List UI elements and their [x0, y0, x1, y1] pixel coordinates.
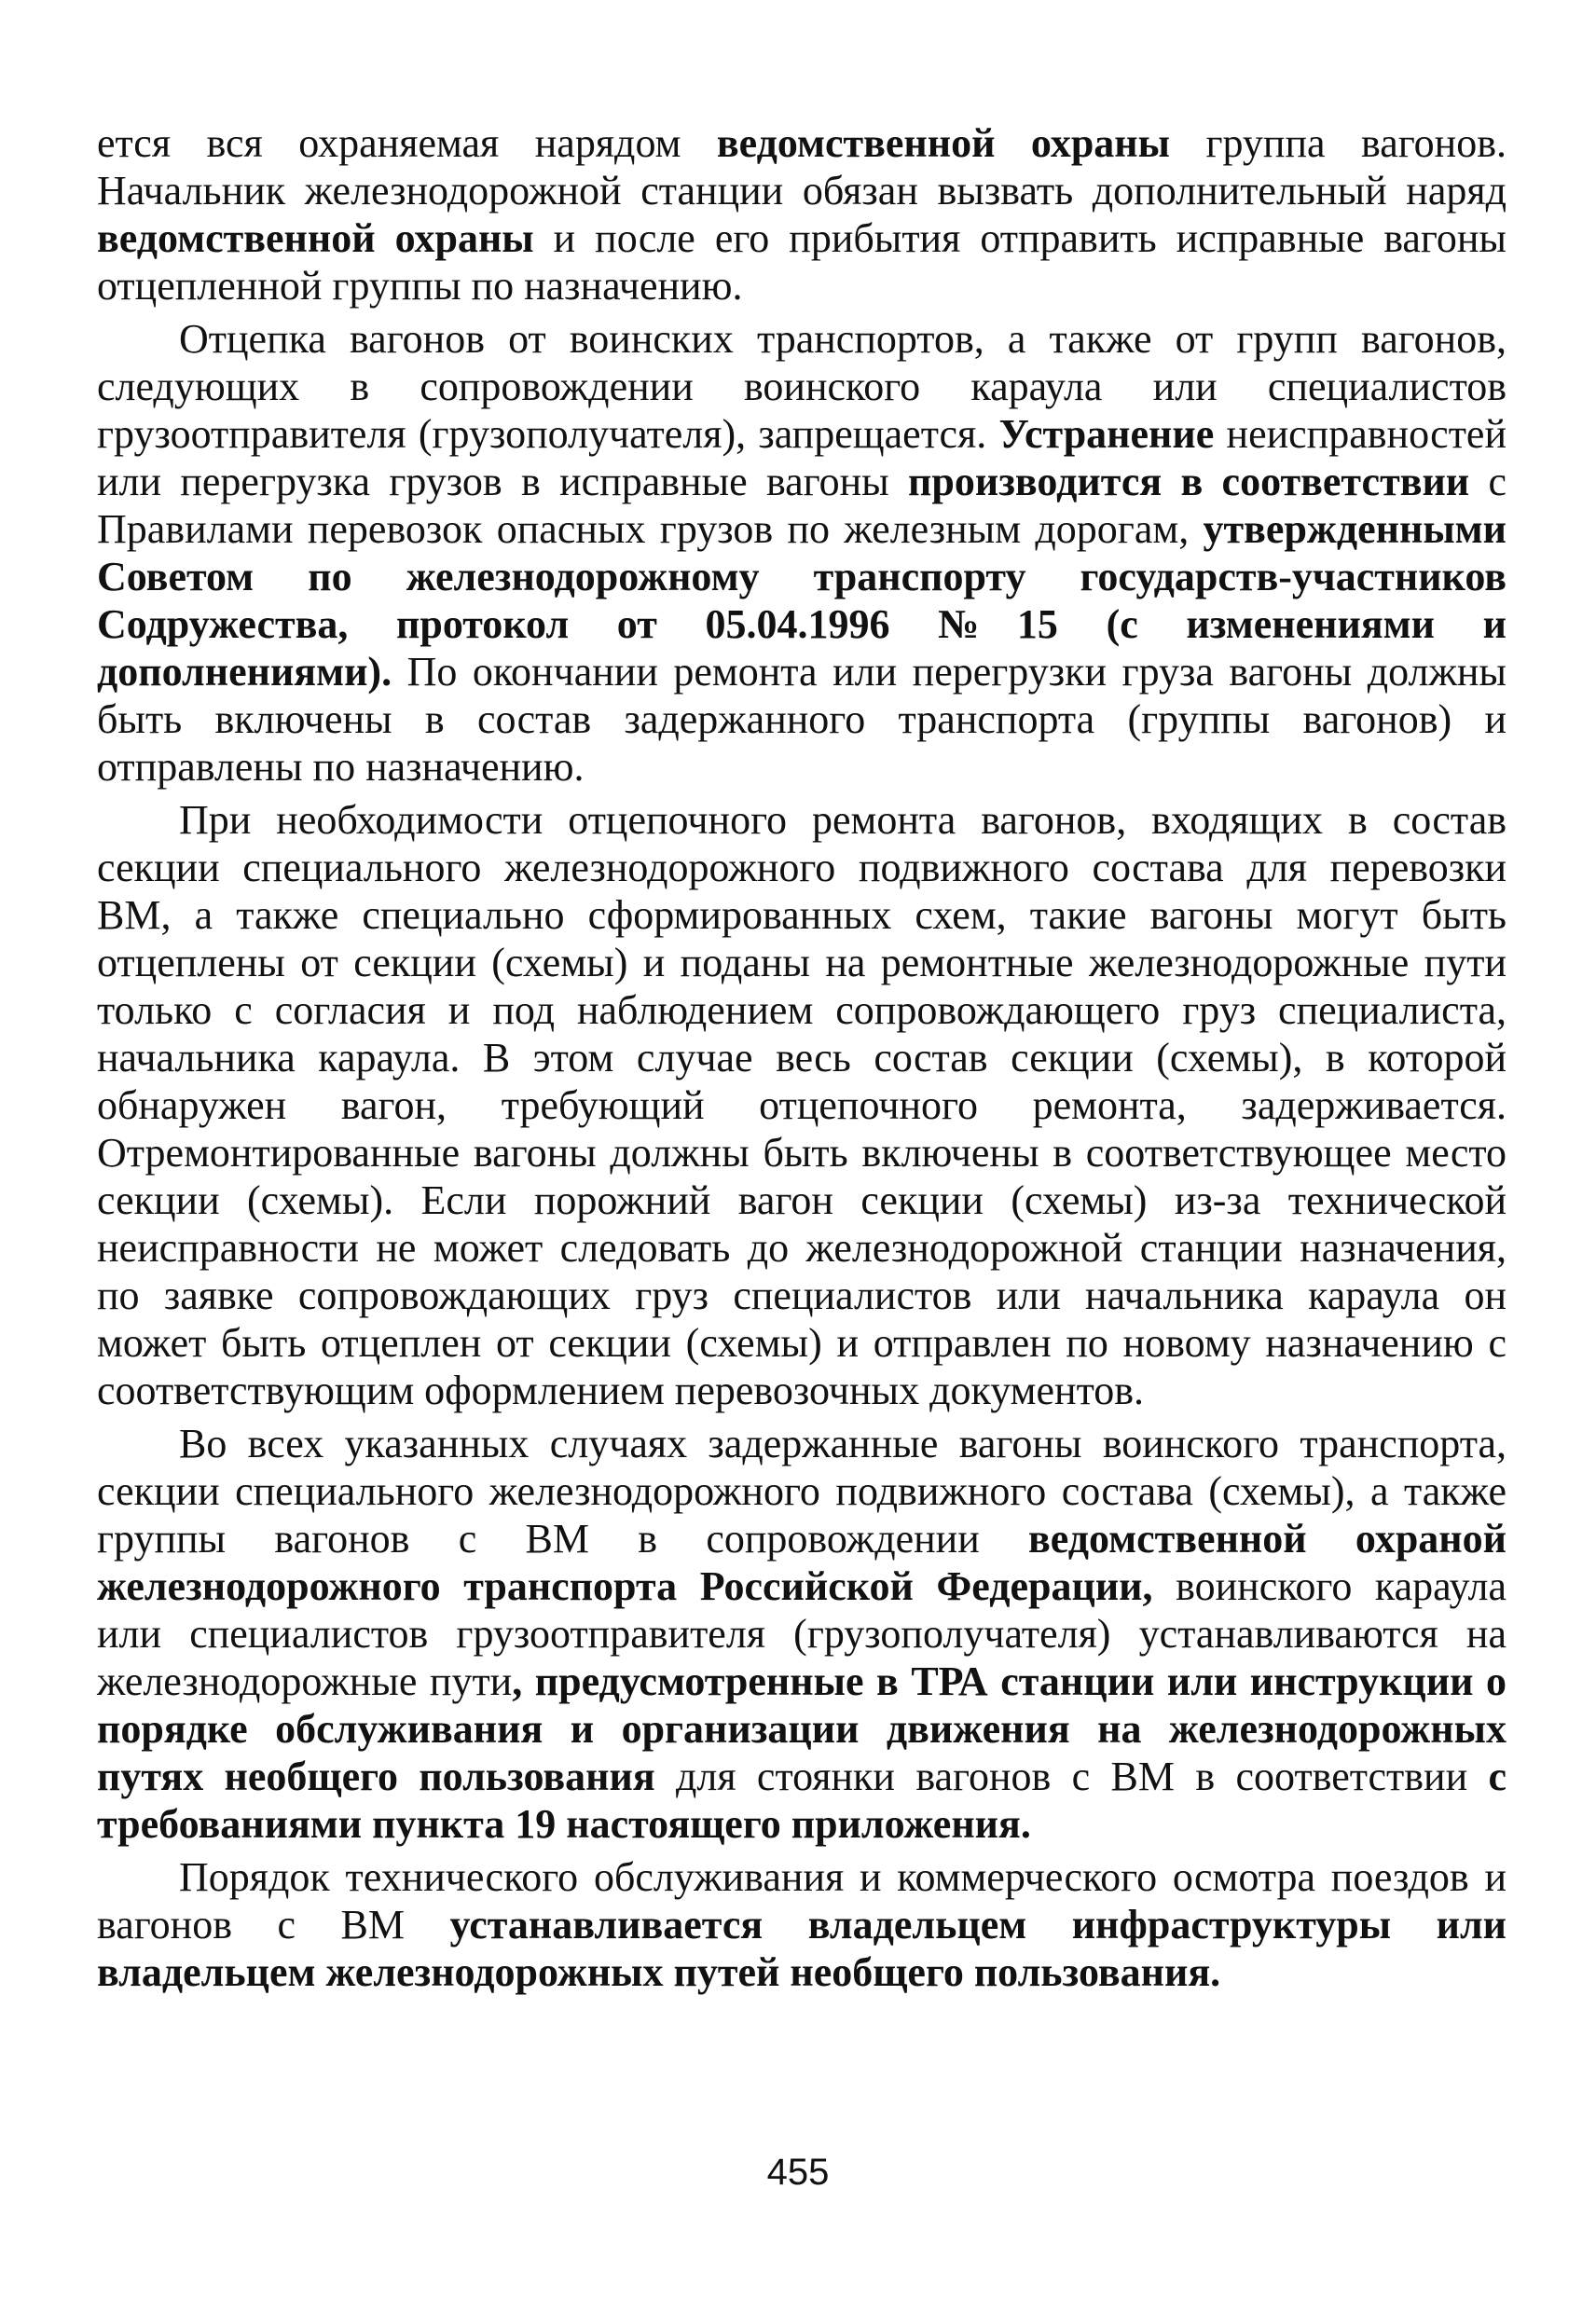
paragraph — [97, 1420, 1507, 1848]
text-segment: и после его прибытия отправить исправные вагоны отцепленной группы по назначению. — [97, 215, 1507, 309]
paragraph — [97, 315, 1507, 791]
text-segment: группа вагонов. Начальник железнодорожной станции обязан вызвать дополнительный наряд — [97, 120, 1507, 213]
page-number: 455 — [766, 2152, 830, 2193]
bold-text-segment: производится в соответствии — [908, 459, 1470, 504]
text-segment: ется вся охраняемая нарядом — [97, 120, 717, 166]
paragraph — [97, 1853, 1507, 1996]
text-segment: Во всех указанных случаях задержанные вагоны воинского транспорта, секции специального железнодорожного подвижного состава (схемы), а также группы вагонов с ВМ в сопровождении — [97, 1421, 1507, 1562]
text-segment: неисправностей или перегрузка грузов в исправные вагоны — [97, 411, 1507, 504]
bold-text-segment: ведомственной охраны — [716, 120, 1171, 166]
paragraph — [97, 119, 1507, 310]
text-segment: воинского караула или специалистов грузоотправителя (грузополучателя) устанавливаются на железнодорожные пути — [97, 1563, 1507, 1704]
text-segment: Порядок технического обслуживания и коммерческого осмотра поездов и вагонов с ВМ — [97, 1854, 1507, 1947]
text-segment: При необходимости отцепочного ремонта вагонов, входящих в состав секции специального железнодорожного подвижного состава для перевозки ВМ, а также специально сформированных схем, такие вагоны могут быть отцеплены от секции (схемы) и поданы на ремонтные железнодорожные пути только с согласия и под наблюдением сопровождающего груз специалиста, начальника караула. В этом случае весь состав секции (схемы), в которой обнаружен вагон, требующий отцепочного ремонта, задерживается. Отремонтированные вагоны должны быть включены в соответствующее место секции (схемы). Если порожний вагон секции (схемы) из-за технической неисправности не может следовать до железнодорожной станции назначения, по заявке сопровождающих груз специалистов или начальника караула он может быть отцеплен от секции (схемы) и отправлен по новому назначению с соответствующим оформлением перевозочных документов. — [97, 797, 1507, 1413]
bold-text-segment: с требованиями пункта 19 настоящего приложения. — [97, 1754, 1507, 1847]
document-page — [97, 119, 1507, 2002]
bold-text-segment: ведомственной охраной железнодорожного транспорта Российской Федерации, — [97, 1516, 1507, 1609]
bold-text-segment: Устранение — [998, 411, 1215, 457]
text-segment: для стоянки вагонов с ВМ в соответствии — [654, 1754, 1489, 1799]
bold-text-segment: , предусмотренные в ТРА станции или инструкции о порядке обслуживания и организации движения на железнодорожных путях необщего пользования — [97, 1658, 1507, 1799]
text-segment: Отцепка вагонов от воинских транспортов, а также от групп вагонов, следующих в сопровождении воинского караула или специалистов грузоотправителя (грузополучателя), запрещается. — [97, 316, 1507, 457]
bold-text-segment: устанавливается владельцем инфраструктуры или владельцем железнодорожных путей необщего пользования. — [97, 1902, 1507, 1995]
bold-text-segment: ведомственной охраны — [97, 215, 534, 261]
bold-text-segment: утвержденными Советом по железнодорожному транспорту государств-участников Содружества, протокол от 05.04.1996 №15 (с изменениями и дополнениями). — [97, 506, 1507, 695]
text-segment: с Правилами перевозок опасных грузов по железным дорогам, — [97, 459, 1507, 552]
paragraph — [97, 796, 1507, 1414]
text-segment: По окончании ремонта или перегрузки груза вагоны должны быть включены в состав задержанного транспорта (группы вагонов) и отправлены по назначению. — [97, 649, 1507, 790]
